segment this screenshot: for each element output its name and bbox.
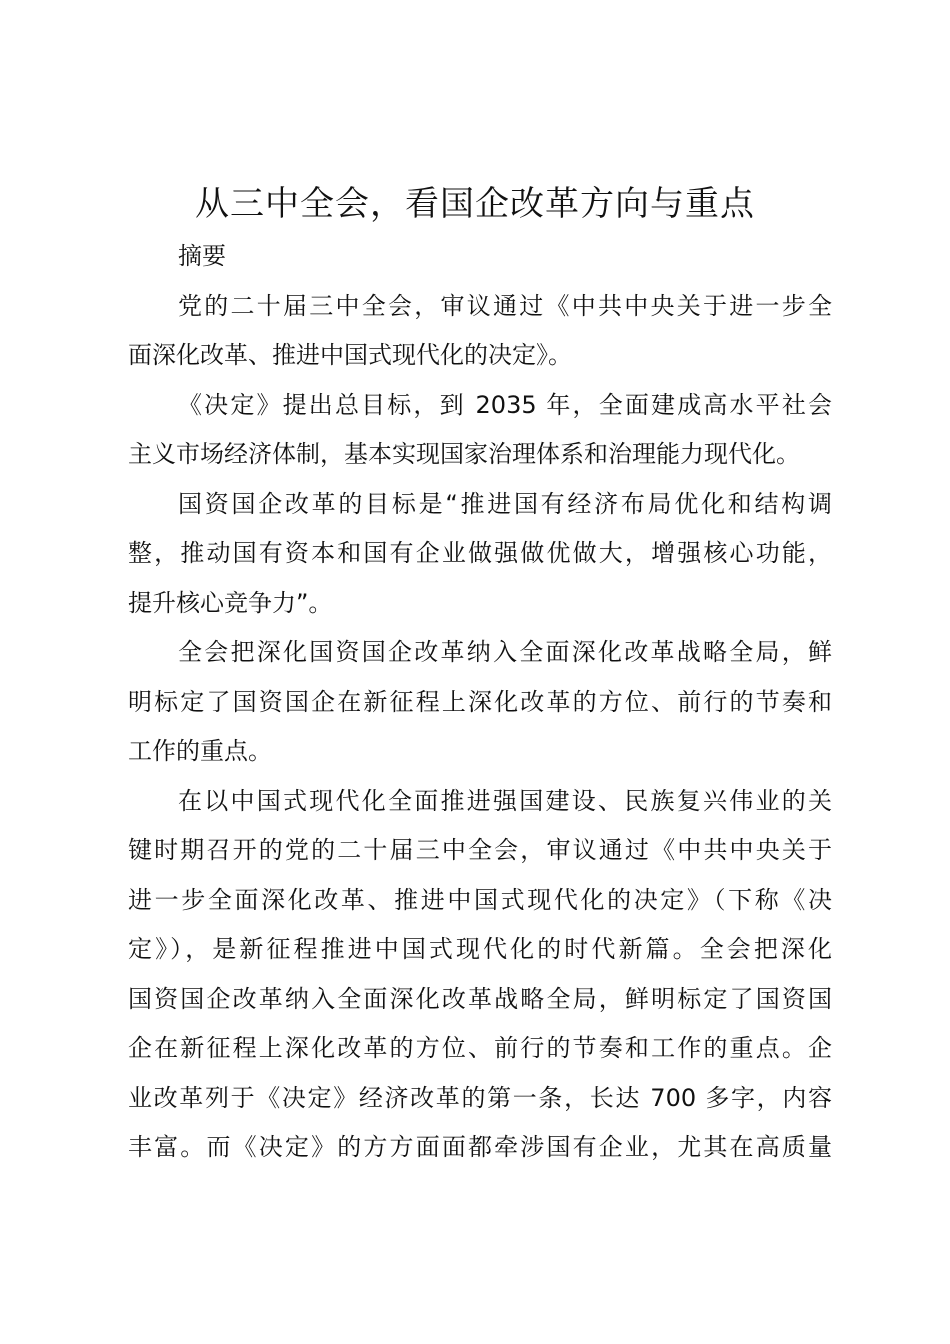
paragraph-line: 键时期召开的党的二十届三中全会，审议通过《中共中央关于 [128, 836, 832, 864]
abstract-heading: 摘要 [178, 242, 226, 270]
paragraph-line: 主义市场经济体制，基本实现国家治理体系和治理能力现代化。 [128, 440, 800, 468]
paragraph-line: 明标定了国资国企在新征程上深化改革的方位、前行的节奏和 [128, 687, 832, 716]
paragraph-line: 国资国企改革纳入全面深化改革战略全局，鲜明标定了国资国 [128, 984, 832, 1013]
paragraph-5 [128, 777, 832, 1173]
paragraph-1 [128, 282, 832, 381]
paragraph-2 [128, 381, 832, 480]
paragraph-line: 在以中国式现代化全面推进强国建设、民族复兴伟业的关 [178, 786, 832, 815]
paragraph-line: 国资国企改革的目标是“推进国有经济布局优化和结构调 [178, 489, 832, 518]
paragraph-3 [128, 480, 832, 629]
paragraph-4 [128, 628, 832, 777]
paragraph-line: 党的二十届三中全会，审议通过《中共中央关于进一步全 [178, 291, 832, 320]
paragraph-line: 全会把深化国资国企改革纳入全面深化改革战略全局，鲜 [178, 638, 832, 666]
paragraph-line: 工作的重点。 [128, 737, 272, 765]
paragraph-line: 《决定》提出总目标，到 2035 年，全面建成高水平社会 [178, 390, 832, 419]
paragraph-line: 进一步全面深化改革、推进中国式现代化的决定》（下称《决 [128, 885, 832, 914]
paragraph-line: 丰富。而《决定》的方方面面都牵涉国有企业，尤其在高质量 [128, 1133, 832, 1161]
document-body [128, 232, 832, 1173]
paragraph-line: 企在新征程上深化改革的方位、前行的节奏和工作的重点。企 [128, 1034, 832, 1062]
document-title: 从三中全会，看国企改革方向与重点 [195, 184, 755, 224]
paragraph-line: 整，推动国有资本和国有企业做强做优做大，增强核心功能， [128, 539, 832, 567]
paragraph-line: 面深化改革、推进中国式现代化的决定》。 [128, 341, 572, 369]
paragraph-line: 提升核心竞争力”。 [128, 588, 333, 617]
paragraph-line: 定》），是新征程推进中国式现代化的时代新篇。全会把深化 [128, 935, 832, 963]
paragraph-line: 业改革列于《决定》经济改革的第一条，长达 700 多字，内容 [128, 1083, 832, 1112]
